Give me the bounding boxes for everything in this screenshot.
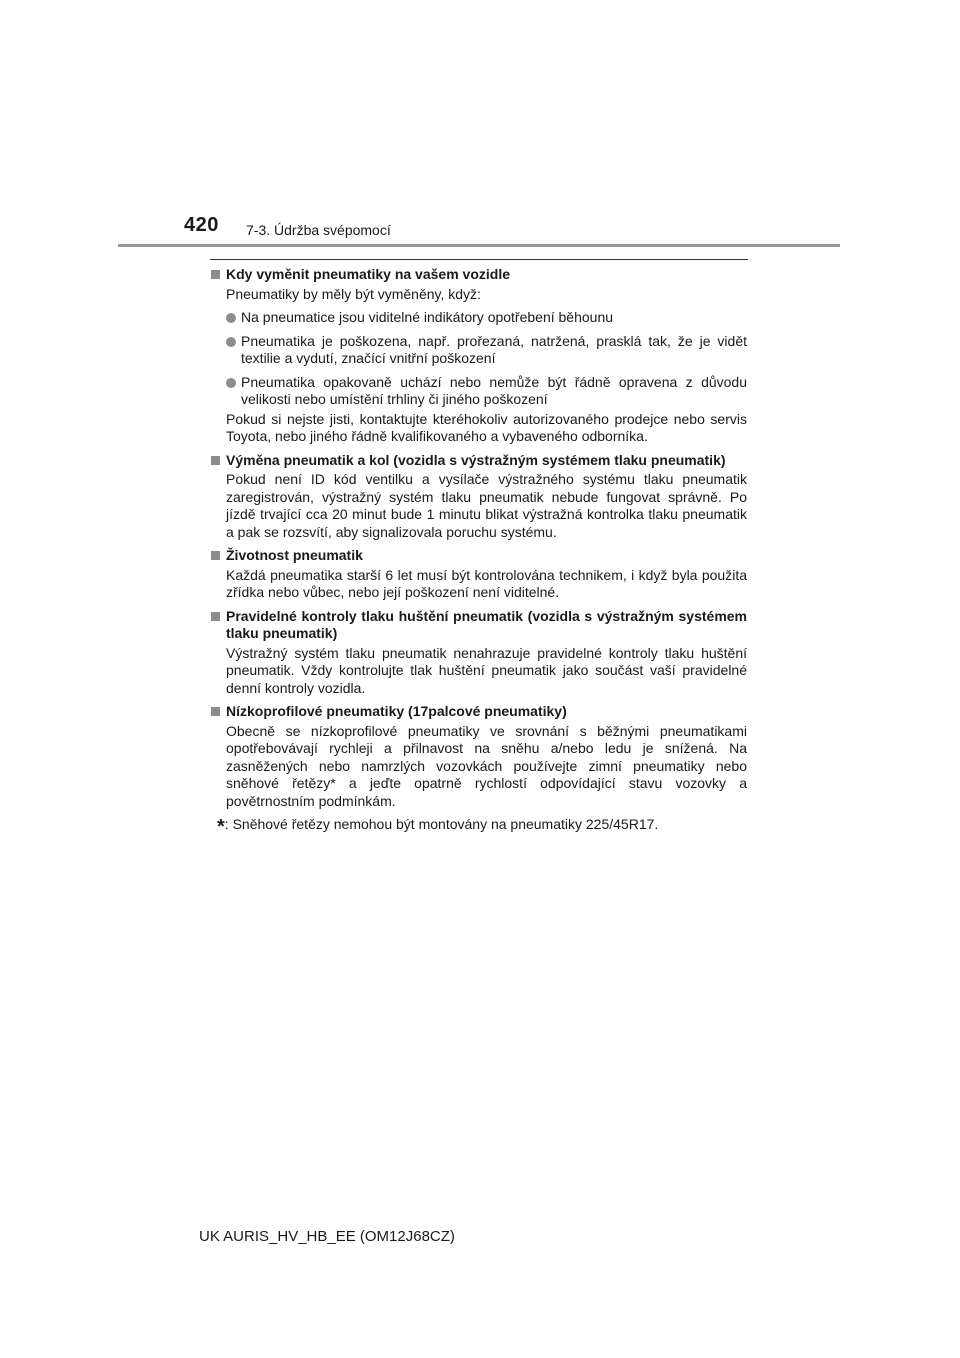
footer-model-code: UK AURIS_HV_HB_EE (OM12J68CZ) bbox=[199, 1228, 455, 1245]
bullet-text: Pneumatika je poškozena, např. prořezaná, natržená, prasklá tak, že je vidět textilie a vydutí, značící vnitřní poškození bbox=[241, 332, 747, 366]
content bbox=[209, 266, 747, 837]
section-body: Pokud není ID kód ventilku a vysílače výstražného systému tlaku pneumatik zaregistrován, výstražný systém tlaku pneumatik nebude fungovat správně. Po jízdě trvající cca 20 minut bude 1 minutu blikat výstražná kontrolka tlaku pneumatik a pak se rozsvítí, aby signalizovala poruchu systému. bbox=[226, 471, 747, 540]
section-heading bbox=[209, 703, 747, 721]
bullet-text: Na pneumatice jsou viditelné indikátory opotřebení běhounu bbox=[241, 309, 614, 325]
section-heading bbox=[209, 266, 747, 284]
section-heading bbox=[209, 608, 747, 643]
footnote bbox=[217, 816, 747, 837]
heading-text: Nízkoprofilové pneumatiky (17palcové pneumatiky) bbox=[226, 703, 567, 719]
square-bullet-icon bbox=[211, 612, 220, 621]
header-rule bbox=[118, 244, 840, 247]
section-heading bbox=[209, 547, 747, 565]
content-rule bbox=[210, 259, 748, 260]
section-outro: Pokud si nejste jisti, kontaktujte kteréhokoliv autorizovaného prodejce nebo servis Toyota, nebo jiného řádně kvalifikovaného a vybaveného odborníka. bbox=[226, 410, 747, 444]
bullet-list bbox=[226, 309, 747, 409]
section-body: Každá pneumatika starší 6 let musí být kontrolována technikem, i když byla použita zřídka nebo vůbec, nebo její poškození není viditelné. bbox=[226, 566, 747, 600]
section-tire-life bbox=[209, 547, 747, 602]
square-bullet-icon bbox=[211, 456, 220, 465]
heading-text: Kdy vyměnit pneumatiky na vašem vozidle bbox=[226, 266, 510, 282]
section-title: 7-3. Údržba svépomocí bbox=[246, 222, 391, 238]
square-bullet-icon bbox=[211, 270, 220, 279]
section-intro: Pneumatiky by měly být vyměněny, když: bbox=[226, 285, 481, 302]
circle-bullet-icon bbox=[226, 337, 236, 347]
list-item bbox=[226, 309, 747, 327]
list-item bbox=[226, 333, 747, 368]
footnote-marker: * bbox=[217, 816, 225, 838]
section-body: Obecně se nízkoprofilové pneumatiky ve srovnání s běžnými pneumatikami opotřebovávají rychleji a přilnavost na sněhu a/nebo ledu je snížená. Na zasněžených nebo namrzlých vozovkách používejte zimní pneumatiky nebo sněhové řetězy* a jeďte opatrně rychlostí odpovídající stavu vozovky a povětrnostním podmínkám. bbox=[226, 722, 747, 809]
circle-bullet-icon bbox=[226, 378, 236, 388]
section-tire-wheel-replacement bbox=[209, 452, 747, 542]
section-heading bbox=[209, 452, 747, 470]
section-tire-replacement-when bbox=[209, 266, 747, 446]
square-bullet-icon bbox=[211, 707, 220, 716]
section-low-profile-tires bbox=[209, 703, 747, 810]
page-number: 420 bbox=[184, 214, 219, 236]
list-item bbox=[226, 374, 747, 409]
square-bullet-icon bbox=[211, 551, 220, 560]
circle-bullet-icon bbox=[226, 313, 236, 323]
bullet-text: Pneumatika opakovaně uchází nebo nemůže být řádně opravena z důvodu velikosti nebo umístění trhliny či jiného poškození bbox=[241, 373, 747, 407]
section-body: Výstražný systém tlaku pneumatik nenahrazuje pravidelné kontroly tlaku huštění pneumatik. Vždy kontrolujte tlak huštění pneumatik jako součást vaší pravidelné denní kontroly vozidla. bbox=[226, 644, 747, 696]
section-pressure-checks bbox=[209, 608, 747, 698]
heading-text: Pravidelné kontroly tlaku huštění pneumatik (vozidla s výstražným systémem tlaku pneumatik) bbox=[226, 607, 747, 641]
heading-text: Výměna pneumatik a kol (vozidla s výstražným systémem tlaku pneumatik) bbox=[226, 451, 726, 468]
footnote-text: : Sněhové řetězy nemohou být montovány na pneumatiky 225/45R17. bbox=[224, 816, 659, 832]
heading-text: Životnost pneumatik bbox=[226, 547, 363, 563]
